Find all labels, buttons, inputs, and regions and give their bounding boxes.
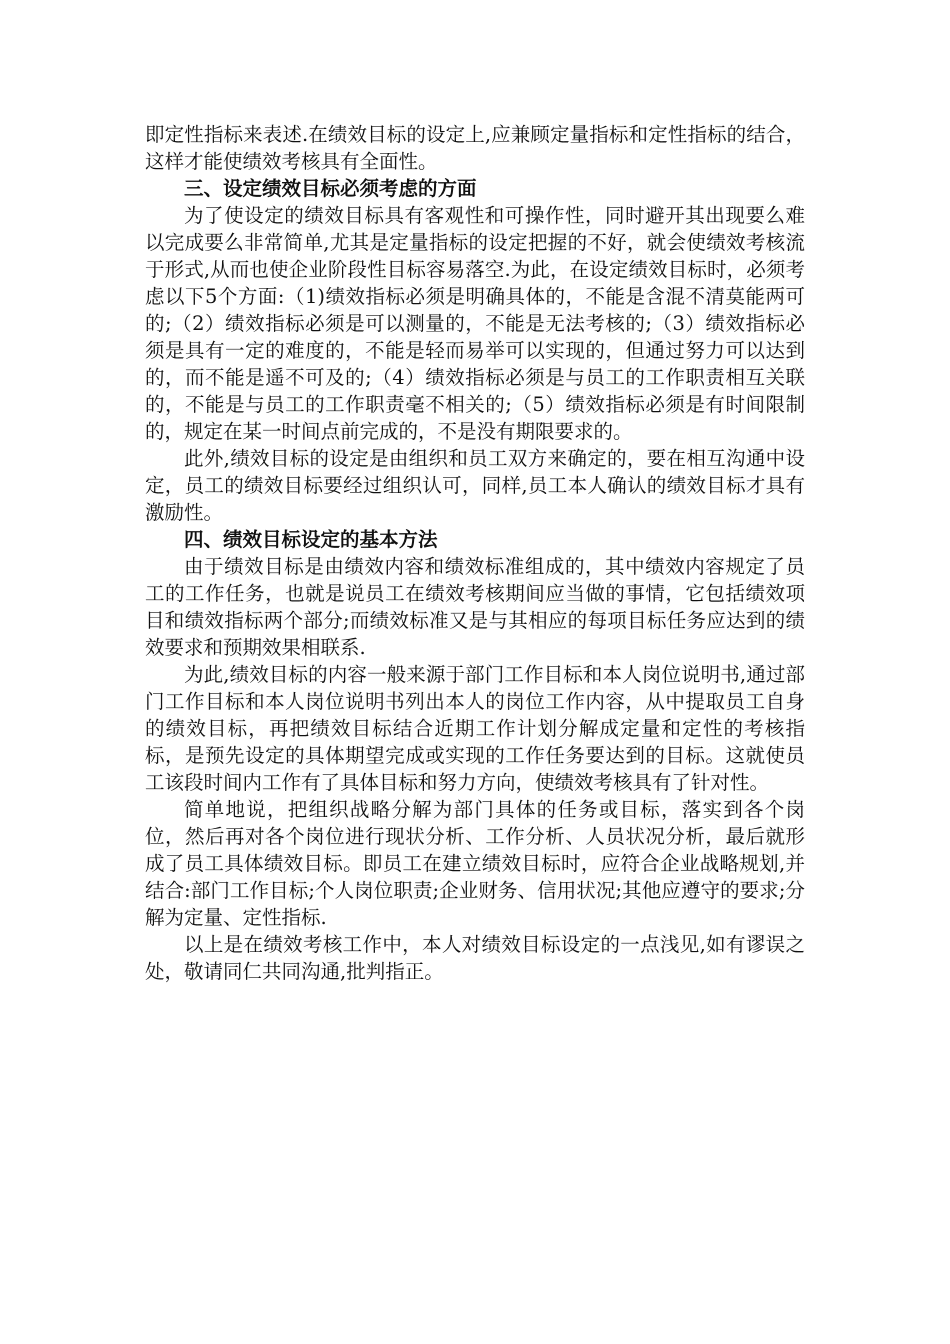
section-heading-3: 三、设定绩效目标必须考虑的方面	[184, 177, 477, 200]
section-heading-4: 四、绩效目标设定的基本方法	[184, 528, 438, 551]
paragraph-continuation: 即定性指标来表述.在绩效目标的设定上,应兼顾定量指标和定性指标的结合，这样才能使绩效考核具有全面性。	[145, 123, 805, 173]
paragraph-considerations: 为了使设定的绩效目标具有客观性和可操作性，同时避开其出现要么难以完成要么非常简单,尤其是定量指标的设定把握的不好，就会使绩效考核流于形式,从而也使企业阶段性目标容易落空.为此，在设定绩效目标时，必须考虑以下5个方面:（1)绩效指标必须是明确具体的，不能是含混不清莫能两可的;（2）绩效指标必须是可以测量的，不能是无法考核的;（3）绩效指标必须是具有一定的难度的，不能是轻而易举可以实现的，但通过努力可以达到的，而不能是遥不可及的;（4）绩效指标必须是与员工的工作职责相互关联的，不能是与员工的工作职责毫不相关的;（5）绩效指标必须是有时间限制的，规定在某一时间点前完成的，不是没有期限要求的。	[145, 204, 805, 443]
document-body	[145, 121, 805, 985]
paragraph-goal-composition: 由于绩效目标是由绩效内容和绩效标准组成的，其中绩效内容规定了员工的工作任务，也就是说员工在绩效考核期间应当做的事情，它包括绩效项目和绩效指标两个部分;而绩效标准又是与其相应的每项目标任务应达到的绩效要求和预期效果相联系.	[145, 555, 805, 659]
paragraph-goal-source: 为此,绩效目标的内容一般来源于部门工作目标和本人岗位说明书,通过部门工作目标和本人岗位说明书列出本人的岗位工作内容，从中提取员工自身的绩效目标，再把绩效目标结合近期工作计划分解成定量和定性的考核指标，是预先设定的具体期望完成或实现的工作任务要达到的目标。这就使员工该段时间内工作有了具体目标和努力方向，使绩效考核具有了针对性。	[145, 663, 805, 794]
paragraph-summary: 简单地说，把组织战略分解为部门具体的任务或目标，落实到各个岗位，然后再对各个岗位进行现状分析、工作分析、人员状况分析，最后就形成了员工具体绩效目标。即员工在建立绩效目标时，应符合企业战略规划,并结合:部门工作目标;个人岗位职责;企业财务、信用状况;其他应遵守的要求;分解为定量、定性指标.	[145, 798, 805, 929]
paragraph-mutual-setting: 此外,绩效目标的设定是由组织和员工双方来确定的，要在相互沟通中设定，员工的绩效目标要经过组织认可，同样,员工本人确认的绩效目标才具有激励性。	[145, 447, 805, 524]
paragraph-closing: 以上是在绩效考核工作中，本人对绩效目标设定的一点浅见,如有谬误之处，敬请同仁共同沟通,批判指正。	[145, 933, 805, 983]
